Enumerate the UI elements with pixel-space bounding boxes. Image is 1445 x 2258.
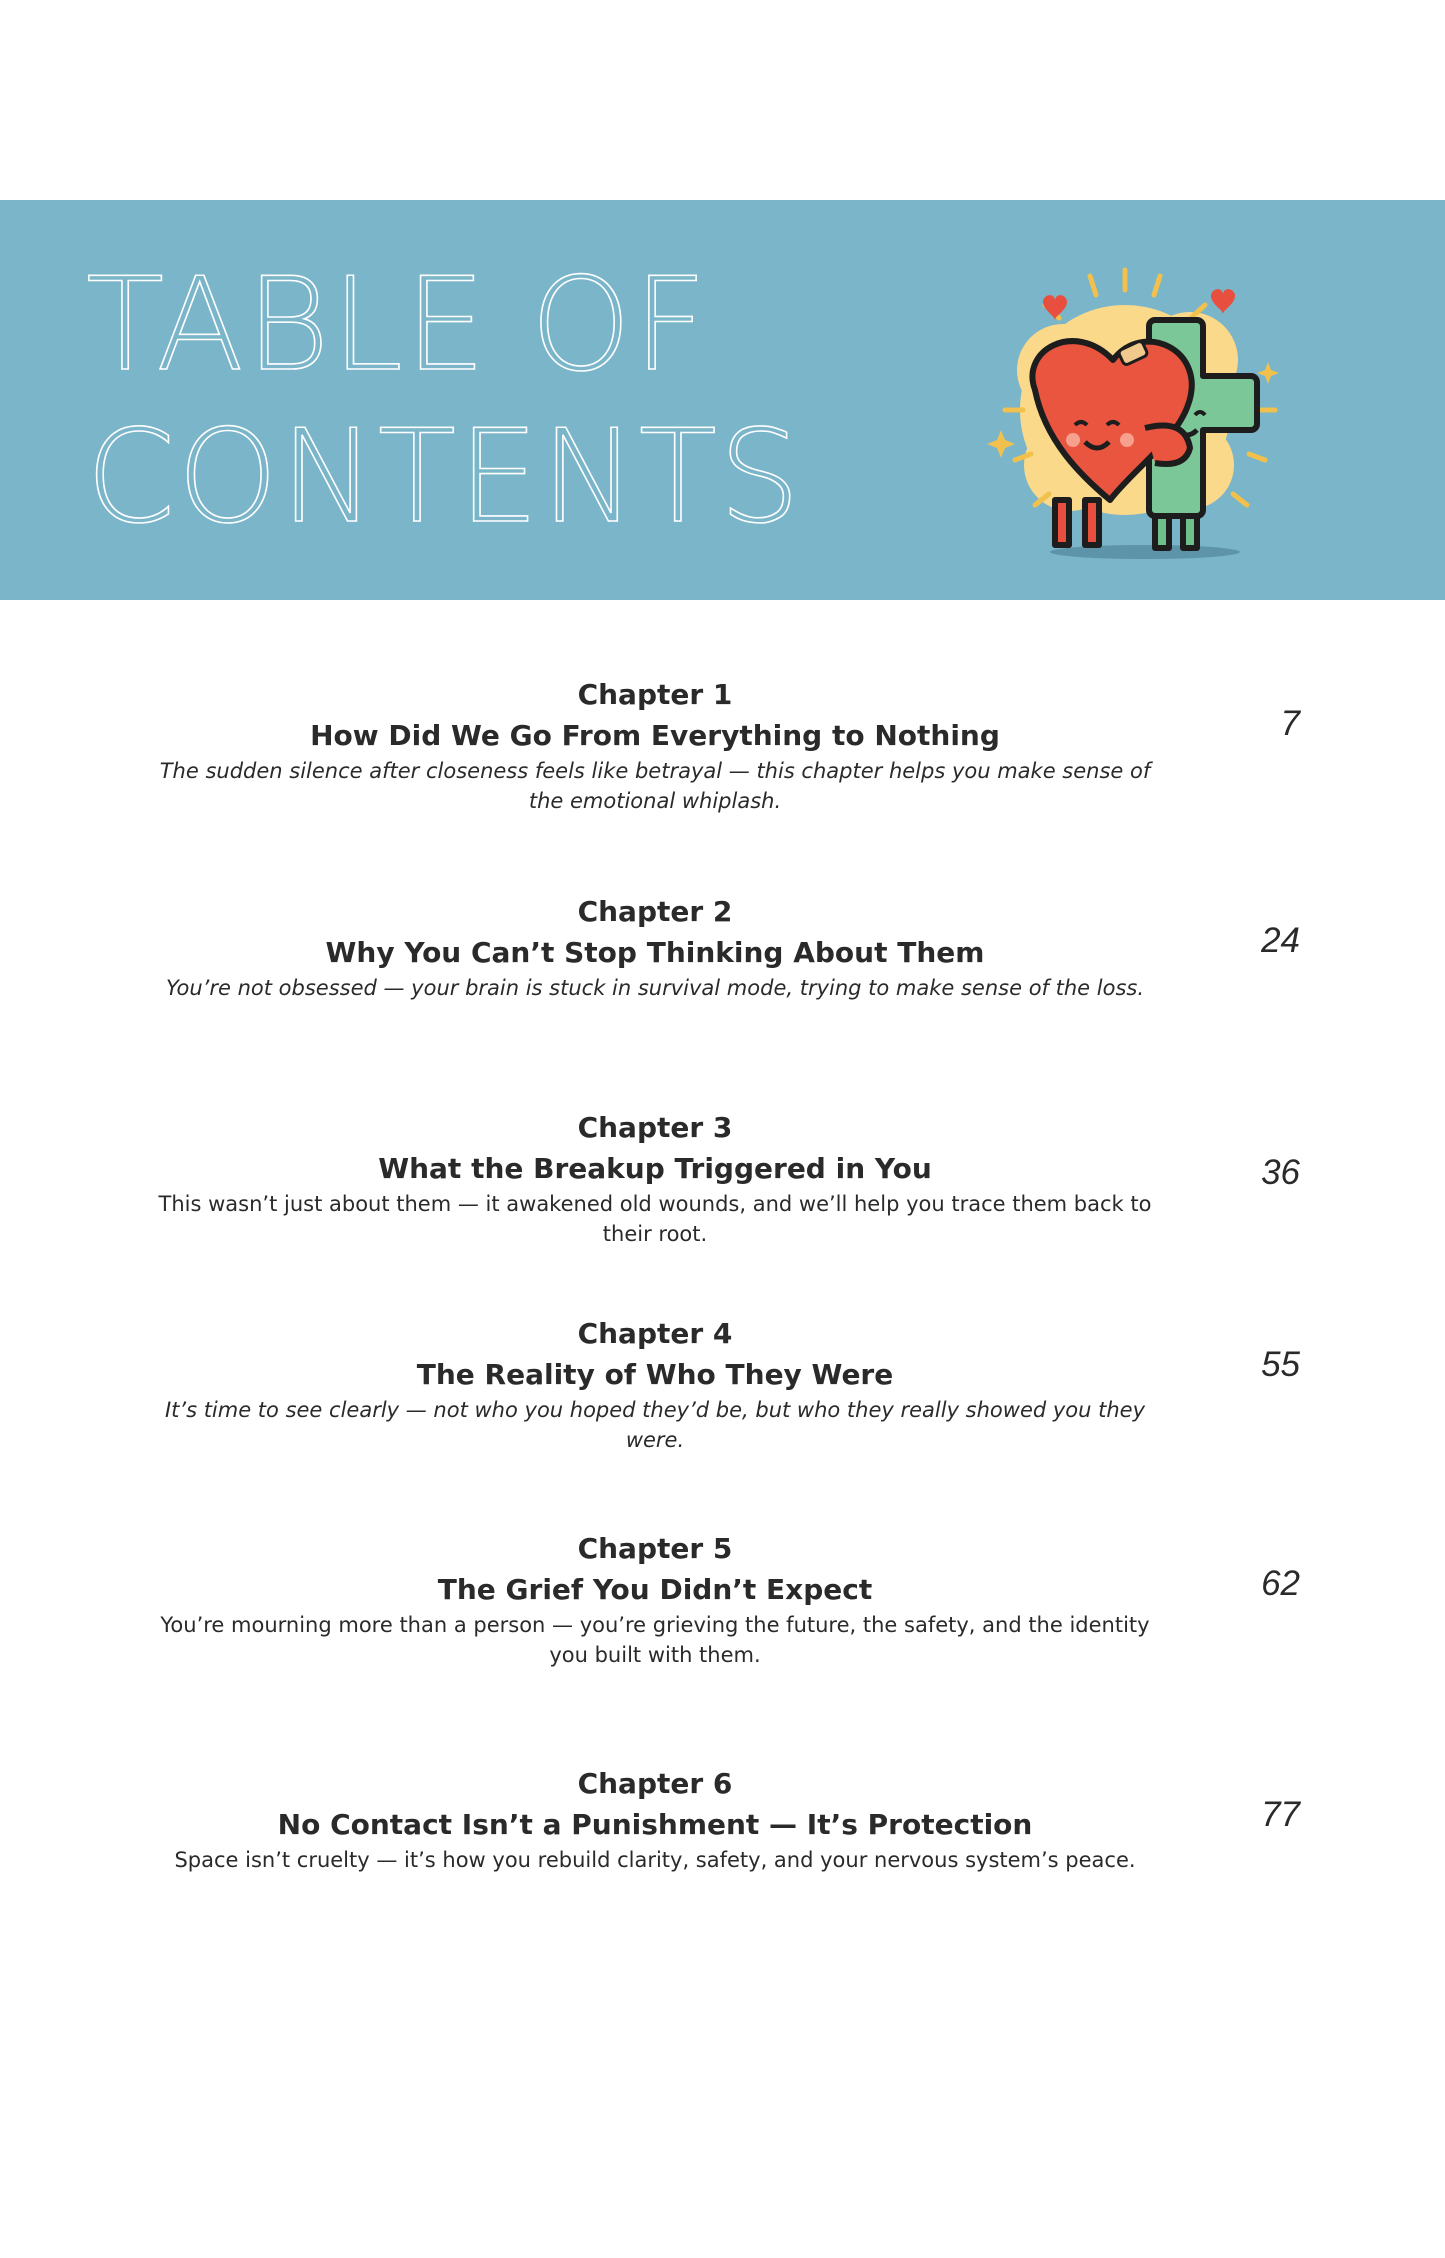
chapter-label: Chapter 1 <box>577 678 733 711</box>
chapter-description: You’re not obsessed — your brain is stuck in survival mode, trying to make sense of the loss. <box>166 976 1144 1000</box>
chapter-title: What the Breakup Triggered in You <box>378 1152 932 1185</box>
header-banner <box>0 200 1445 600</box>
chapter-label: Chapter 6 <box>577 1767 733 1800</box>
small-heart-right <box>1211 289 1235 314</box>
hugging-heart-and-cross-icon <box>975 260 1305 560</box>
chapter-label: Chapter 5 <box>577 1532 733 1565</box>
title-line-2: CONTENTS <box>86 403 803 552</box>
chapter-label: Chapter 2 <box>577 895 733 928</box>
chapter-title: Why You Can’t Stop Thinking About Them <box>325 936 985 969</box>
page-number: 36 <box>1261 1153 1300 1192</box>
chapter-description: It’s time to see clearly — not who you hoped they’d be, but who they really showed you they were. <box>164 1398 1146 1452</box>
chapter-description: Space isn’t cruelty — it’s how you rebuild clarity, safety, and your nervous system’s peace. <box>174 1848 1136 1872</box>
chapter-description: This wasn’t just about them — it awakened old wounds, and we’ll help you trace them back to their root. <box>158 1192 1152 1246</box>
chapter-title: How Did We Go From Everything to Nothing <box>310 719 1000 752</box>
page-number: 24 <box>1261 921 1300 960</box>
chapter-title: The Reality of Who They Were <box>416 1358 894 1391</box>
chapter-title: No Contact Isn’t a Punishment — It’s Protection <box>277 1808 1033 1841</box>
page-number: 62 <box>1261 1564 1300 1603</box>
page-number: 77 <box>1261 1795 1300 1834</box>
chapter-description: You’re mourning more than a person — you’re grieving the future, the safety, and the identity you built with them. <box>160 1613 1150 1667</box>
chapter-title: The Grief You Didn’t Expect <box>437 1573 873 1606</box>
chapter-description: The sudden silence after closeness feels like betrayal — this chapter helps you make sense of the emotional whiplash. <box>159 759 1151 813</box>
title-line-1: TABLE OF <box>86 251 709 400</box>
page-number: 55 <box>1261 1345 1300 1384</box>
small-heart-left <box>1043 295 1067 320</box>
page-number: 7 <box>1280 704 1300 743</box>
chapter-label: Chapter 3 <box>577 1111 733 1144</box>
page-title <box>86 250 802 554</box>
chapter-label: Chapter 4 <box>577 1317 733 1350</box>
